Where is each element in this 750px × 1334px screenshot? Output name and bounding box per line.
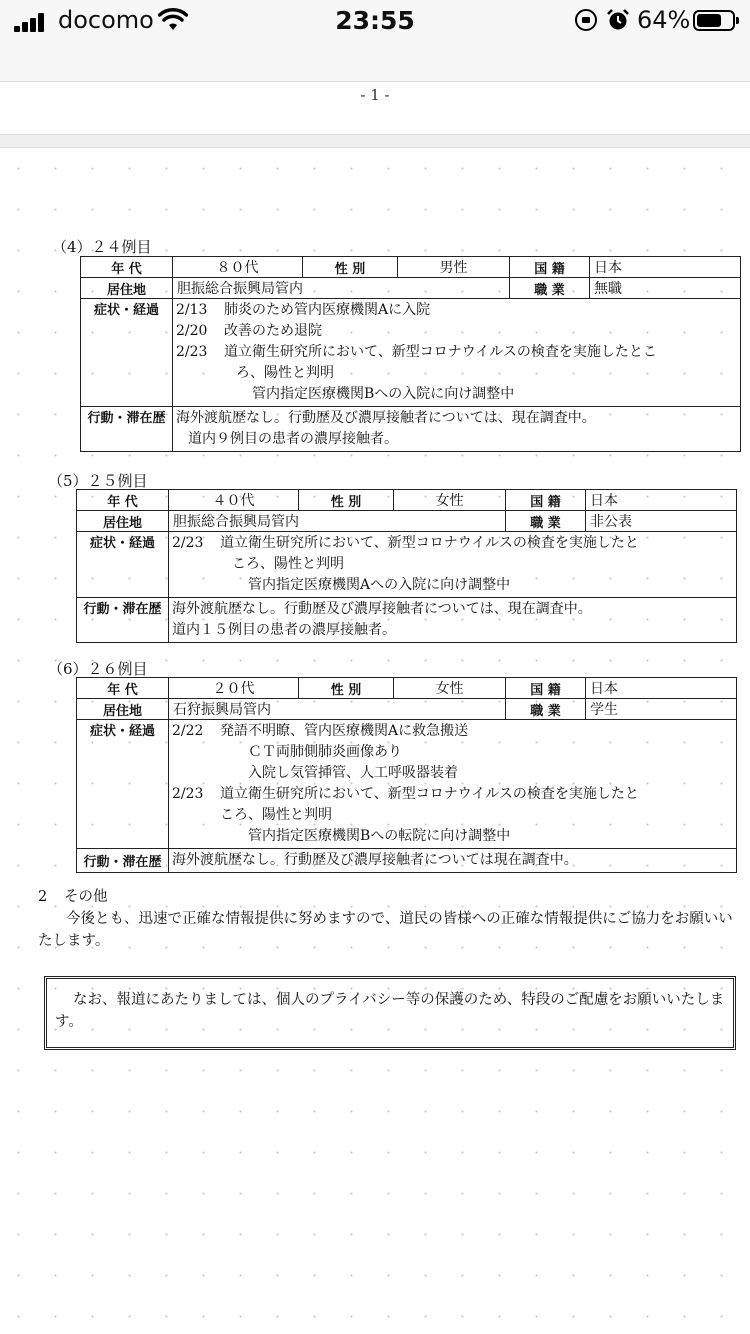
course-date: 2/13 [176,302,208,318]
course-label: 症状・経過 [77,720,169,849]
course-text: 道立衛生研究所において、新型コロナウイルスの検査を実施したと [220,535,639,551]
residence-value: 石狩振興局管内 [169,699,506,720]
nationality-label: 国 籍 [506,490,586,511]
course-date: 2/20 [176,323,208,339]
course-label: 症状・経過 [81,299,173,407]
course-text: 管内指定医療機関Aへの入院に向け調整中 [248,577,511,593]
history-text: 海外渡航歴なし。行動歴及び濃厚接触者については、現在調査中。 [176,410,596,426]
residence-label: 居住地 [81,278,173,299]
course-text: 管内指定医療機関Bへの転院に向け調整中 [248,828,511,844]
document-page [0,148,750,1334]
section-other [38,886,738,952]
course-text: ころ、陽性と判明 [232,556,344,572]
privacy-notice-box: なお、報道にあたりましては、個人のプライバシー等の保護のため、特段のご配慮をお願いいたします。 [44,976,736,1050]
sex-label: 性 別 [299,678,394,699]
orientation-lock-icon [575,9,597,31]
course-cell [169,720,737,849]
course-text: 道立衛生研究所において、新型コロナウイルスの検査を実施したと [220,786,639,802]
occupation-value: 非公表 [586,511,737,532]
course-date: 2/22 [172,723,204,739]
status-bar [0,0,750,82]
case-title: （4）２４例目 [52,238,152,256]
sex-value: 男性 [398,257,510,278]
sex-label: 性 別 [299,490,394,511]
battery-icon [693,10,735,31]
history-text: 道内９例目の患者の濃厚接触者。 [188,431,398,447]
course-text: 肺炎のため管内医療機関Aに入院 [224,302,431,318]
case-title: （5）２５例目 [48,472,148,490]
battery-percent: 64% [637,6,691,34]
course-date [172,554,220,575]
course-date [172,575,220,596]
age-value: ２０代 [169,678,299,699]
age-label: 年 代 [77,678,169,699]
alarm-clock-icon [606,8,630,32]
course-text: 道立衛生研究所において、新型コロナウイルスの検査を実施したとこ [224,344,657,360]
previous-page-bottom [0,82,750,134]
course-date [176,384,224,405]
course-date [172,805,220,826]
history-label: 行動・滞在歴 [77,849,169,873]
case-table [80,256,741,452]
course-date: 2/23 [172,786,204,802]
history-text: 海外渡航歴なし。行動歴及び濃厚接触者については、現在調査中。 [172,601,592,617]
course-label: 症状・経過 [77,532,169,598]
occupation-value: 学生 [586,699,737,720]
history-label: 行動・滞在歴 [77,598,169,643]
course-text: 入院し気管挿管、人工呼吸器装着 [248,765,458,781]
course-date [176,363,224,384]
sex-value: 女性 [394,678,506,699]
section-heading: その他 [64,889,108,905]
history-label: 行動・滞在歴 [81,407,173,452]
course-cell [169,532,737,598]
course-text: ころ、陽性と判明 [220,807,332,823]
course-text: 改善のため退院 [224,323,322,339]
residence-value: 胆振総合振興局管内 [169,511,506,532]
course-date [172,763,220,784]
history-cell [169,598,737,643]
course-cell [173,299,741,407]
course-text: ＣＴ両肺側肺炎画像あり [248,744,402,760]
case-table [76,677,737,873]
section-number: 2 [38,889,48,905]
course-text: ろ、陽性と判明 [236,365,334,381]
residence-label: 居住地 [77,699,169,720]
nationality-value: 日本 [586,678,737,699]
course-date [172,742,220,763]
nationality-value: 日本 [586,490,737,511]
status-time: 23:55 [335,6,415,35]
course-date: 2/23 [176,344,208,360]
carrier-name: docomo [58,6,154,34]
course-date: 2/23 [172,535,204,551]
course-text: 管内指定医療機関Bへの入院に向け調整中 [252,386,515,402]
age-value: ４０代 [169,490,299,511]
course-date [172,826,220,847]
occupation-value: 無職 [590,278,741,299]
residence-label: 居住地 [77,511,169,532]
nationality-label: 国 籍 [510,257,590,278]
sex-value: 女性 [394,490,506,511]
age-label: 年 代 [81,257,173,278]
history-text: 海外渡航歴なし。行動歴及び濃厚接触者については現在調査中。 [172,852,578,868]
history-text: 道内１５例目の患者の濃厚接触者。 [172,622,396,638]
residence-value: 胆振総合振興局管内 [173,278,510,299]
case-title: （6）２６例目 [48,660,148,678]
age-label: 年 代 [77,490,169,511]
occupation-label: 職 業 [510,278,590,299]
page-number: - 1 - [360,86,390,104]
history-cell [169,849,737,873]
case-table [76,489,737,643]
nationality-label: 国 籍 [506,678,586,699]
occupation-label: 職 業 [506,511,586,532]
occupation-label: 職 業 [506,699,586,720]
history-cell [173,407,741,452]
sex-label: 性 別 [303,257,398,278]
page-separator [0,134,750,148]
course-text: 発語不明瞭、管内医療機関Aに救急搬送 [220,723,469,739]
nationality-value: 日本 [590,257,741,278]
section-body: 今後とも、迅速で正確な情報提供に努めますので、道民の皆様への正確な情報提供にご協力をお願いいたします。 [38,911,733,949]
age-value: ８０代 [173,257,303,278]
